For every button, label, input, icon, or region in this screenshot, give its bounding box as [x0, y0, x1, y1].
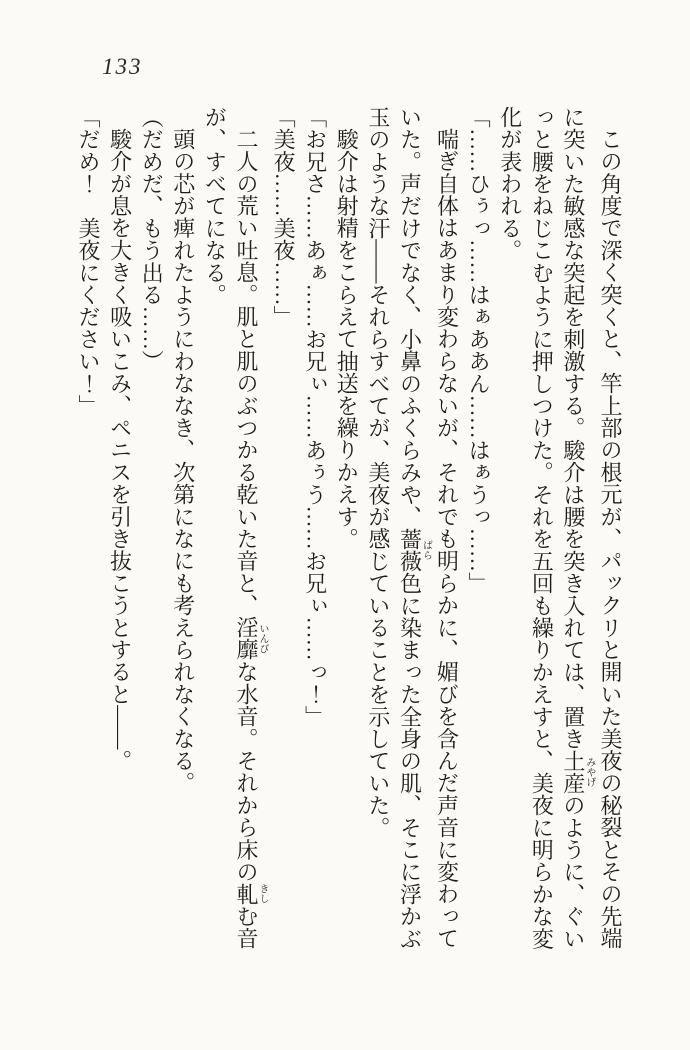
- text-block: [72, 106, 626, 954]
- ruby-annotated-word: 薔薇ばら: [397, 527, 432, 573]
- ruby-annotated-word: 土産みやげ: [560, 749, 595, 795]
- text-line: 「だめ！ 美夜にください！」: [76, 106, 101, 417]
- text-line: （だめだ、もう出る……）: [139, 106, 165, 373]
- text-line: 「美夜……美夜……」: [271, 106, 297, 328]
- text-line: 駿介は射精をこらえて抽送を繰りかえす。: [334, 128, 360, 550]
- ruby-annotated-word: 淫靡いんび: [233, 616, 268, 661]
- text-line: 駿介が息を大きく吸いこみ、ペニスを引き抜こうとすると——。: [107, 128, 133, 772]
- text-line: が、すべてになる。: [202, 106, 228, 306]
- text-line: 喘ぎ自体はあまり変わらないが、それでも明らかに、媚びを含んだ声音に変わって: [434, 128, 460, 950]
- text-line: 「お兄さ……あぁ……お兄ぃ……あぅう……お兄ぃ……っ！」: [302, 106, 328, 728]
- page-number: 133: [102, 54, 143, 79]
- text-line: 化が表われる。: [497, 106, 523, 262]
- ruby-annotated-word: 軋きし: [233, 882, 268, 906]
- text-line: 頭の芯が痺れたようにわななき、次第になにも考えられなくなる。: [170, 128, 196, 794]
- text-line: に突いた敏感な突起を刺激する。駿介は腰を突き入れては、置き土産みやげのように、ぐい: [560, 106, 595, 950]
- text-line: いた。声だけでなく、小鼻のふくらみや、薔薇ばら色に染まった全身の肌、そこに浮かぶ: [397, 106, 432, 950]
- text-line: 玉のような汗——それらすべてが、美夜が感じていることを示していた。: [365, 106, 391, 839]
- text-line: 「……ひぅっ……はぁああん……はぁうっ……」: [466, 106, 492, 595]
- text-line: この角度で深く突くと、竿上部の根元が、パックリと開いた美夜の秘裂とその先端: [598, 128, 623, 950]
- text-line: っと腰をねじこむように押しつけた。それを五回も繰りかえすと、美夜に明らかな変: [529, 106, 555, 950]
- text-line: 二人の荒い吐息。肌と肌のぶつかる乾いた音と、淫靡いんびな水音。それから床の軋きしむ音: [233, 128, 268, 950]
